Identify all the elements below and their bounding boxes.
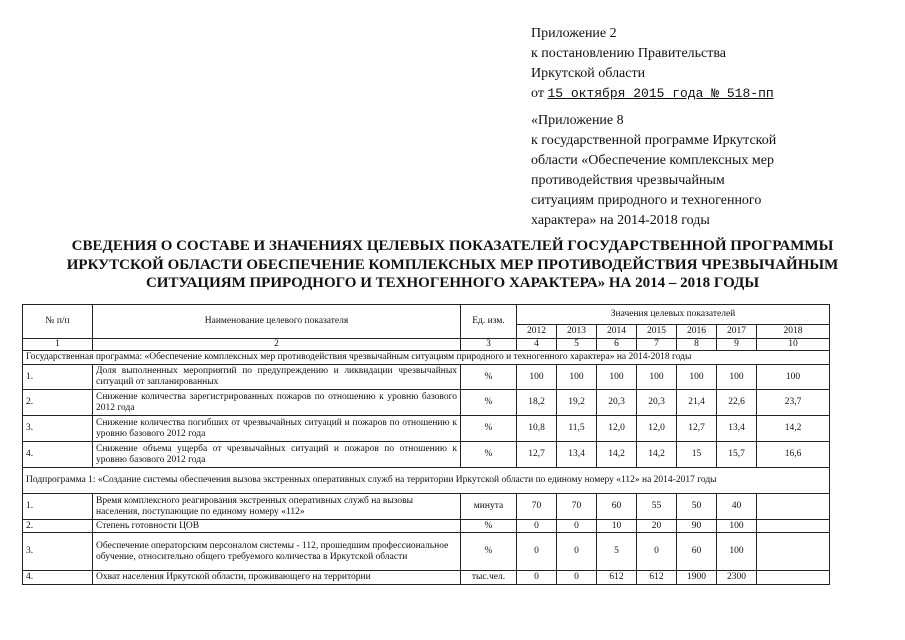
year-header: 2016 — [677, 325, 717, 339]
unit: % — [461, 416, 517, 442]
value-cell: 14,2 — [757, 416, 830, 442]
value-cell: 100 — [517, 365, 557, 390]
column-index: 3 — [461, 339, 517, 351]
value-cell: 100 — [717, 520, 757, 533]
value-cell: 100 — [757, 365, 830, 390]
value-cell: 50 — [677, 494, 717, 520]
value-cell: 20 — [637, 520, 677, 533]
unit: % — [461, 390, 517, 416]
table-row — [23, 365, 830, 390]
column-index: 5 — [557, 339, 597, 351]
row-number: 4. — [23, 571, 93, 585]
appendix-line: Приложение 2 — [531, 26, 617, 41]
header-name: Наименование целевого показателя — [93, 305, 461, 339]
table-row — [23, 520, 830, 533]
value-cell: 10 — [597, 520, 637, 533]
value-cell: 12,7 — [677, 416, 717, 442]
value-cell: 612 — [637, 571, 677, 585]
row-number: 3. — [23, 533, 93, 571]
value-cell: 100 — [717, 365, 757, 390]
value-cell: 612 — [597, 571, 637, 585]
value-cell: 12,7 — [517, 442, 557, 468]
appendix2-line: ситуациям природного и техногенного — [531, 193, 762, 208]
value-cell: 100 — [637, 365, 677, 390]
value-cell: 2300 — [717, 571, 757, 585]
value-cell: 1900 — [677, 571, 717, 585]
table-row — [23, 533, 830, 571]
appendix-2-block — [531, 24, 901, 104]
value-cell: 18,2 — [517, 390, 557, 416]
year-header: 2014 — [597, 325, 637, 339]
column-index: 7 — [637, 339, 677, 351]
value-cell: 12,0 — [637, 416, 677, 442]
value-cell: 0 — [557, 571, 597, 585]
row-number: 2. — [23, 520, 93, 533]
header-values: Значения целевых показателей — [517, 305, 830, 325]
value-cell: 20,3 — [637, 390, 677, 416]
indicator-name: Доля выполненных мероприятий по предупреждению и ликвидации чрезвычайных ситуаций от запланированных — [93, 365, 461, 390]
value-cell — [757, 494, 830, 520]
appendix-line: Иркутской области — [531, 66, 646, 81]
value-cell: 70 — [557, 494, 597, 520]
column-index: 2 — [93, 339, 461, 351]
section-subprogram: Подпрограмма 1: «Создание системы обеспечения вызова экстренных оперативных служб на территории Иркутской области по единому номеру «112» на 2014-2017 годы — [23, 468, 830, 494]
table-row — [23, 390, 830, 416]
unit: % — [461, 442, 517, 468]
value-cell: 100 — [717, 533, 757, 571]
value-cell — [757, 571, 830, 585]
appendix2-line: «Приложение 8 — [531, 113, 624, 128]
value-cell: 0 — [517, 533, 557, 571]
value-cell: 5 — [597, 533, 637, 571]
value-cell: 22,6 — [717, 390, 757, 416]
column-index: 1 — [23, 339, 93, 351]
column-index: 9 — [717, 339, 757, 351]
value-cell: 90 — [677, 520, 717, 533]
appendix2-line: противодействия чрезвычайным — [531, 173, 725, 188]
indicator-name: Снижение количества погибших от чрезвычайных ситуаций и пожаров по отношению к уровню базового 2012 года — [93, 416, 461, 442]
value-cell — [757, 533, 830, 571]
value-cell: 100 — [677, 365, 717, 390]
value-cell: 14,2 — [637, 442, 677, 468]
appendix-line: к постановлению Правительства — [531, 46, 727, 61]
indicator-name: Степень готовности ЦОВ — [93, 520, 461, 533]
year-header: 2012 — [517, 325, 557, 339]
value-cell: 55 — [637, 494, 677, 520]
value-cell: 60 — [597, 494, 637, 520]
value-cell: 0 — [637, 533, 677, 571]
date-prefix: от — [531, 86, 544, 101]
indicator-name: Снижение объема ущерба от чрезвычайных ситуаций и пожаров по отношению к уровню базового 2012 года — [93, 442, 461, 468]
table-row — [23, 416, 830, 442]
unit: минута — [461, 494, 517, 520]
value-cell: 14,2 — [597, 442, 637, 468]
row-number: 1. — [23, 365, 93, 390]
document-title: СВЕДЕНИЯ О СОСТАВЕ И ЗНАЧЕНИЯХ ЦЕЛЕВЫХ ПОКАЗАТЕЛЕЙ ГОСУДАРСТВЕННОЙ ПРОГРАММЫ ИРКУТСКОЙ ОБЛАСТИ ОБЕСПЕЧЕНИЕ КОМПЛЕКСНЫХ МЕР ПРОТИВОДЕЙСТВИЯ ЧРЕЗВЫЧАЙНЫМ СИТУАЦИЯМ ПРИРОДНОГО И ТЕХНОГЕННОГО ХАРАКТЕРА» НА 2014 – 2018 ГОДЫ — [66, 238, 839, 291]
indicators-table — [22, 304, 830, 585]
value-cell: 70 — [517, 494, 557, 520]
value-cell: 10,8 — [517, 416, 557, 442]
table-row — [23, 494, 830, 520]
value-cell: 40 — [717, 494, 757, 520]
indicator-name: Охват населения Иркутской области, проживающего на территории — [93, 571, 461, 585]
year-header: 2013 — [557, 325, 597, 339]
unit: % — [461, 533, 517, 571]
value-cell: 13,4 — [717, 416, 757, 442]
value-cell: 11,5 — [557, 416, 597, 442]
indicator-name: Снижение количества зарегистрированных пожаров по отношению к уровню базового 2012 года — [93, 390, 461, 416]
value-cell: 13,4 — [557, 442, 597, 468]
appendix2-line: к государственной программе Иркутской — [531, 133, 777, 148]
value-cell: 20,3 — [597, 390, 637, 416]
value-cell: 0 — [517, 571, 557, 585]
table-row — [23, 571, 830, 585]
value-cell: 23,7 — [757, 390, 830, 416]
indicator-name: Обеспечение операторским персоналом системы - 112, прошедшим профессиональное обучение, относительно общего требуемого количества в Иркутской области — [93, 533, 461, 571]
appendix-8-block — [531, 111, 901, 231]
value-cell: 60 — [677, 533, 717, 571]
value-cell: 100 — [557, 365, 597, 390]
appendix2-line: области «Обеспечение комплексных мер — [531, 153, 774, 168]
value-cell: 15 — [677, 442, 717, 468]
year-header: 2015 — [637, 325, 677, 339]
row-number: 4. — [23, 442, 93, 468]
header-num: № п/п — [23, 305, 93, 339]
unit: % — [461, 365, 517, 390]
value-cell: 12,0 — [597, 416, 637, 442]
year-header: 2018 — [757, 325, 830, 339]
value-cell: 0 — [517, 520, 557, 533]
column-index: 10 — [757, 339, 830, 351]
value-cell: 0 — [557, 520, 597, 533]
year-header: 2017 — [717, 325, 757, 339]
table-row — [23, 442, 830, 468]
row-number: 1. — [23, 494, 93, 520]
unit: % — [461, 520, 517, 533]
row-number: 3. — [23, 416, 93, 442]
value-cell: 100 — [597, 365, 637, 390]
indicator-name: Время комплексного реагирования экстренных оперативных служб на вызовы населения, поступающие по единому номеру «112» — [93, 494, 461, 520]
header-unit: Ед. изм. — [461, 305, 517, 339]
value-cell: 21,4 — [677, 390, 717, 416]
value-cell: 16,6 — [757, 442, 830, 468]
appendix-date-line — [531, 84, 901, 104]
unit: тыс.чел. — [461, 571, 517, 585]
appendix2-line: характера» на 2014-2018 годы — [531, 213, 710, 228]
value-cell: 19,2 — [557, 390, 597, 416]
value-cell — [757, 520, 830, 533]
resolution-date: 15 октября 2015 года № 518-пп — [547, 86, 774, 101]
column-index: 8 — [677, 339, 717, 351]
row-number: 2. — [23, 390, 93, 416]
section-state-program: Государственная программа: «Обеспечение комплексных мер противодействия чрезвычайным ситуациям природного и техногенного характера» на 2014-2018 годы — [23, 351, 830, 365]
column-index: 6 — [597, 339, 637, 351]
value-cell: 0 — [557, 533, 597, 571]
column-index: 4 — [517, 339, 557, 351]
value-cell: 15,7 — [717, 442, 757, 468]
